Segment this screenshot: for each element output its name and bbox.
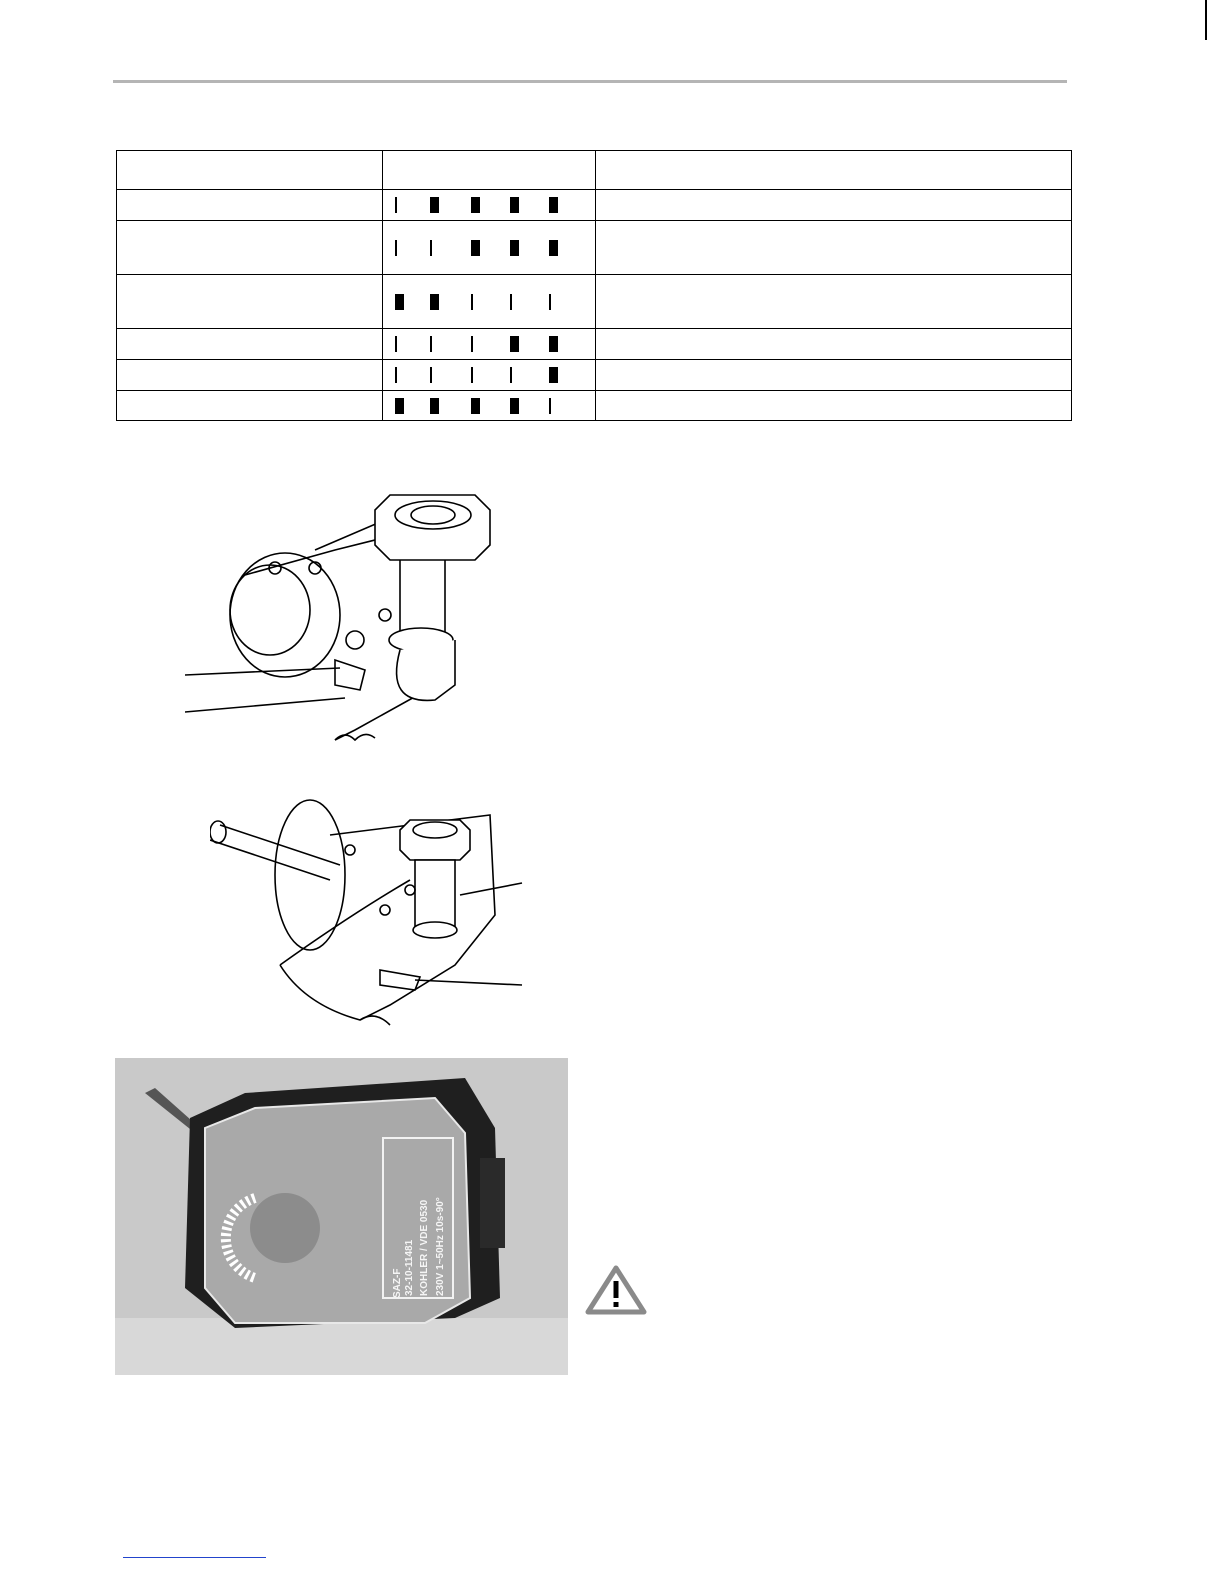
servomotor-label-line: 230V 1~50Hz 10s-90° <box>435 1197 446 1296</box>
table-row <box>117 275 1072 329</box>
row-label <box>117 391 383 421</box>
row-label <box>117 329 383 360</box>
switch-pattern-cell <box>383 275 596 329</box>
switch-closed-mark <box>430 197 439 213</box>
switch-position-table <box>116 150 1072 421</box>
switch-closed-mark <box>395 398 404 414</box>
header-rule <box>113 80 1067 83</box>
row-description <box>596 360 1072 391</box>
switch-open-mark <box>471 336 473 352</box>
switch-closed-mark <box>549 240 558 256</box>
switch-closed-mark <box>471 197 480 213</box>
row-description <box>596 221 1072 275</box>
header-cell <box>117 151 383 190</box>
switch-closed-mark <box>471 398 480 414</box>
switch-closed-mark <box>471 240 480 256</box>
switch-pattern-cell <box>383 391 596 421</box>
row-label <box>117 190 383 221</box>
row-label <box>117 360 383 391</box>
table-row <box>117 329 1072 360</box>
row-description <box>596 329 1072 360</box>
switch-open-mark <box>395 197 397 213</box>
servomotor-label-line: 32-10-11481 <box>404 1239 415 1296</box>
servomotor-photo <box>115 1058 568 1375</box>
switch-closed-mark <box>510 240 519 256</box>
switch-closed-mark <box>430 398 439 414</box>
switch-open-mark <box>510 294 512 310</box>
row-label <box>117 221 383 275</box>
servomotor-label-line: KOHLER / VDE 0530 <box>419 1199 430 1296</box>
switch-closed-mark <box>510 336 519 352</box>
switch-closed-mark <box>549 336 558 352</box>
burner-electrode-drawing <box>210 795 525 1035</box>
burner-nozzle-drawing <box>185 490 515 745</box>
switch-open-mark <box>549 294 551 310</box>
switch-pattern-cell <box>383 329 596 360</box>
switch-open-mark <box>510 367 512 383</box>
switch-open-mark <box>471 367 473 383</box>
switch-open-mark <box>395 367 397 383</box>
row-label <box>117 275 383 329</box>
footer-link-rule <box>123 1557 266 1558</box>
switch-open-mark <box>430 240 432 256</box>
servomotor-label-line: SAZ-F <box>392 1268 403 1298</box>
table-row <box>117 391 1072 421</box>
switch-pattern-cell <box>383 360 596 391</box>
table-row <box>117 190 1072 221</box>
switch-closed-mark <box>510 197 519 213</box>
switch-closed-mark <box>549 197 558 213</box>
switch-closed-mark <box>395 294 404 310</box>
switch-pattern-cell <box>383 190 596 221</box>
switch-closed-mark <box>430 294 439 310</box>
warning-triangle-icon <box>585 1265 647 1315</box>
switch-open-mark <box>549 398 551 414</box>
row-description <box>596 190 1072 221</box>
header-cell <box>596 151 1072 190</box>
switch-open-mark <box>430 336 432 352</box>
table-header-row <box>117 151 1072 190</box>
row-description <box>596 391 1072 421</box>
page-edge-mark <box>1205 0 1207 40</box>
table-row <box>117 221 1072 275</box>
switch-pattern-cell <box>383 221 596 275</box>
row-description <box>596 275 1072 329</box>
switch-closed-mark <box>549 367 558 383</box>
table-row <box>117 360 1072 391</box>
switch-open-mark <box>430 367 432 383</box>
switch-open-mark <box>395 336 397 352</box>
switch-open-mark <box>395 240 397 256</box>
header-cell <box>383 151 596 190</box>
switch-closed-mark <box>510 398 519 414</box>
switch-open-mark <box>471 294 473 310</box>
